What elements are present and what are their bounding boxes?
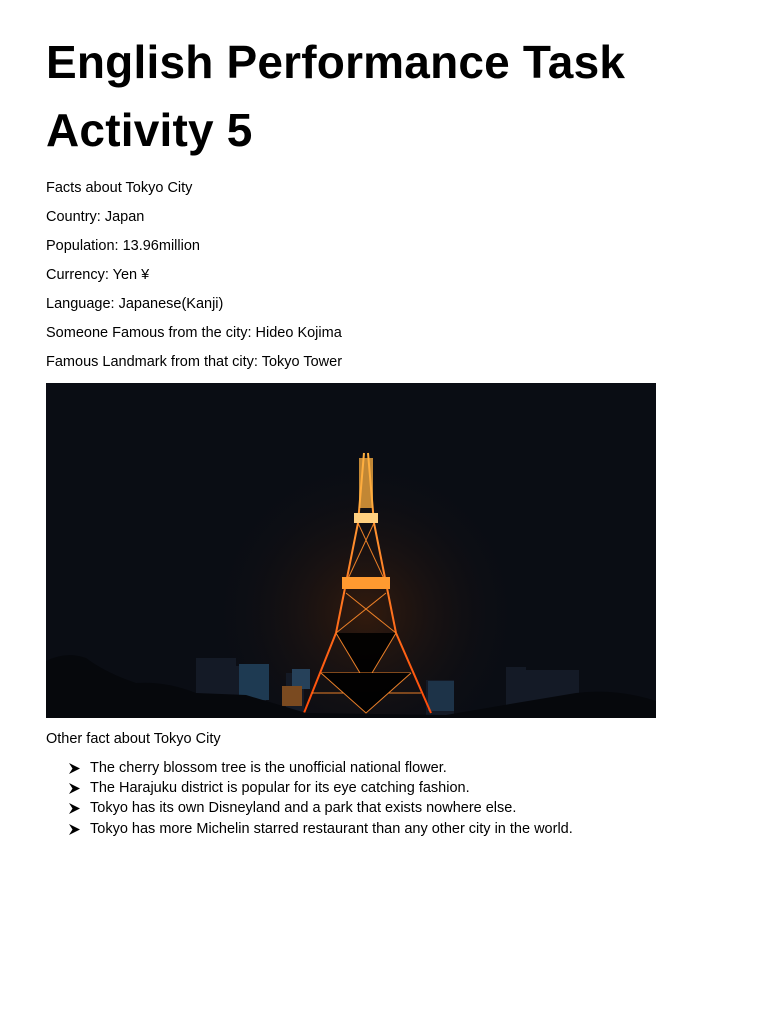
document-page (46, 28, 726, 839)
arrowhead-bullet-icon (69, 824, 80, 835)
arrowhead-bullet-icon (69, 803, 80, 814)
arrowhead-bullet-icon (69, 763, 80, 774)
fact-country: Country: Japan (46, 209, 145, 225)
fact-currency: Currency: Yen ¥ (46, 267, 150, 283)
fact-language: Language: Japanese(Kanji) (46, 296, 224, 312)
list-item-text: Tokyo has more Michelin starred restaurant than any other city in the world. (90, 820, 573, 837)
other-facts-list (46, 758, 726, 839)
fact-population: Population: 13.96million (46, 238, 200, 254)
fact-landmark: Famous Landmark from that city: Tokyo Tower (46, 354, 343, 370)
fact-famous-person: Someone Famous from the city: Hideo Kojima (46, 325, 342, 341)
list-item (46, 798, 726, 818)
list-item (46, 758, 726, 778)
tokyo-tower-night-photo (46, 383, 656, 718)
fact-heading: Facts about Tokyo City (46, 180, 193, 196)
facts-list (46, 174, 726, 377)
list-item-text: The Harajuku district is popular for its eye catching fashion. (90, 780, 470, 797)
page-title (46, 28, 726, 164)
list-item-text: The cherry blossom tree is the unofficial national flower. (90, 760, 447, 776)
list-item (46, 778, 726, 798)
list-item (46, 819, 726, 839)
title-line-2: Activity 5 (46, 104, 253, 156)
list-item-text: Tokyo has its own Disneyland and a park that exists nowhere else. (90, 800, 517, 817)
other-facts-heading: Other fact about Tokyo City (46, 731, 221, 747)
arrowhead-bullet-icon (69, 783, 80, 794)
title-line-1: English Performance Task (46, 36, 626, 88)
